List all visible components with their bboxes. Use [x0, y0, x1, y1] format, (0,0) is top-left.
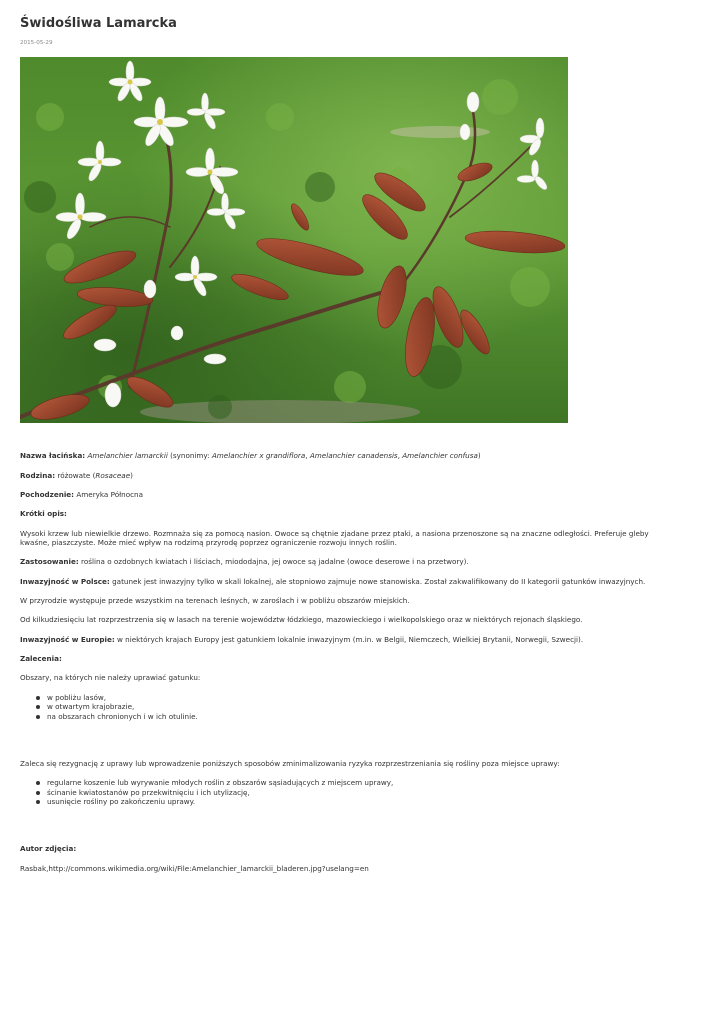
- list-item: w pobliżu lasów,: [47, 693, 660, 702]
- description-label: Krótki opis:: [20, 509, 67, 519]
- origin-value: Ameryka Północna: [74, 489, 144, 499]
- family-close: ): [130, 470, 133, 480]
- amelanchier-photo-illustration: [20, 57, 568, 423]
- list-item: ścinanie kwiatostanów po przekwitnięciu i ich utylizację,: [47, 788, 660, 797]
- invasive-eu-text: w niektórych krajach Europy jest gatunkiem lokalnie inwazyjnym (m.in. w Belgii, Niemczech, Wielkiej Brytanii, Norwegii, Szwecji).: [114, 634, 584, 644]
- latin-name: Amelanchier lamarckii: [87, 451, 168, 461]
- areas-list: [20, 693, 660, 721]
- list-item: na obszarach chronionych i w ich otulinie.: [47, 712, 660, 721]
- author-text: Rasbak,http://commons.wikimedia.org/wiki/File:Amelanchier_lamarckii_bladeren.jpg?uselang=en: [20, 863, 369, 873]
- list-item: w otwartym krajobrazie,: [47, 702, 660, 711]
- family-latin: Rosaceae: [95, 470, 131, 480]
- invasive-pl-label: Inwazyjność w Polsce:: [20, 576, 110, 586]
- synonyms-close: ): [477, 451, 481, 461]
- invasive-pl-p3: Od kilkudziesięciu lat rozprzestrzenia się w lasach na terenie województw łódzkiego, mazowieckiego i wielkopolskiego oraz w niektórych rejonach śląskiego.: [20, 615, 583, 625]
- origin-label: Pochodzenie:: [20, 489, 75, 499]
- family-label: Rodzina:: [20, 470, 56, 480]
- article-body: [20, 451, 660, 873]
- page-title: Świdośliwa Lamarcka: [20, 16, 177, 31]
- invasive-pl-paragraph: [20, 577, 660, 586]
- usage-paragraph: [20, 557, 660, 566]
- usage-text: roślina o ozdobnych kwiatach i liściach, miododajna, jej owoce są jadalne (owoce deserowe i na przetwory).: [78, 557, 469, 567]
- family-value: różowate (: [55, 470, 96, 480]
- synonym-2: Amelanchier canadensis: [309, 451, 398, 461]
- article-photo: [20, 57, 568, 423]
- author-label-paragraph: [20, 844, 660, 853]
- invasive-eu-label: Inwazyjność w Europie:: [20, 634, 115, 644]
- article: [20, 16, 710, 883]
- usage-label: Zastosowanie:: [20, 557, 79, 567]
- synonyms-open: (synonimy:: [167, 451, 212, 461]
- synonym-sep-1: ,: [305, 451, 310, 461]
- list-item: usunięcie rośliny po zakończeniu uprawy.: [47, 797, 660, 806]
- recommendations-intro: Obszary, na których nie należy uprawiać gatunku:: [20, 673, 201, 683]
- description-text: Wysoki krzew lub niewielkie drzewo. Rozmnaża się za pomocą nasion. Owoce są chętnie zjadane przez ptaki, a nasiona przenoszone są na znaczne odległości. Preferuje gleby kwaśne, piaszczyste. Może mieć wpływ na rodzimą przyrodę poprzez ograniczenie rozwoju innych roślin.: [20, 528, 649, 547]
- methods-intro: Zaleca się rezygnację z uprawy lub wprowadzenie poniższych sposobów zminimalizowania ryzyka rozprzestrzeniania się rośliny poza miejsce uprawy:: [20, 758, 560, 768]
- synonym-1: Amelanchier x grandiflora: [211, 451, 306, 461]
- list-item: regularne koszenie lub wyrywanie młodych roślin z obszarów sąsiadujących z miejscem uprawy,: [47, 778, 660, 787]
- methods-list: [20, 778, 660, 806]
- recommendations-label-paragraph: [20, 654, 660, 663]
- invasive-pl-text: gatunek jest inwazyjny tylko w skali lokalnej, ale stopniowo zajmuje nowe stanowiska. Został zakwalifikowany do II kategorii gatunków inwazyjnych.: [109, 576, 646, 586]
- invasive-pl-p2: W przyrodzie występuje przede wszystkim na terenach leśnych, w zaroślach i w pobliżu obszarów miejskich.: [20, 596, 410, 606]
- latin-name-paragraph: [20, 451, 660, 460]
- description-label-paragraph: [20, 509, 660, 518]
- family-paragraph: [20, 471, 660, 480]
- recommendations-label: Zalecenia:: [20, 654, 62, 664]
- synonym-sep-2: ,: [397, 451, 403, 461]
- synonym-3: Amelanchier confusa: [402, 451, 478, 461]
- invasive-eu-paragraph: [20, 635, 660, 644]
- author-label: Autor zdjęcia:: [20, 844, 77, 854]
- publish-date: 2015-05-29: [20, 39, 53, 46]
- origin-paragraph: [20, 490, 660, 499]
- latin-name-label: Nazwa łacińska:: [20, 451, 86, 461]
